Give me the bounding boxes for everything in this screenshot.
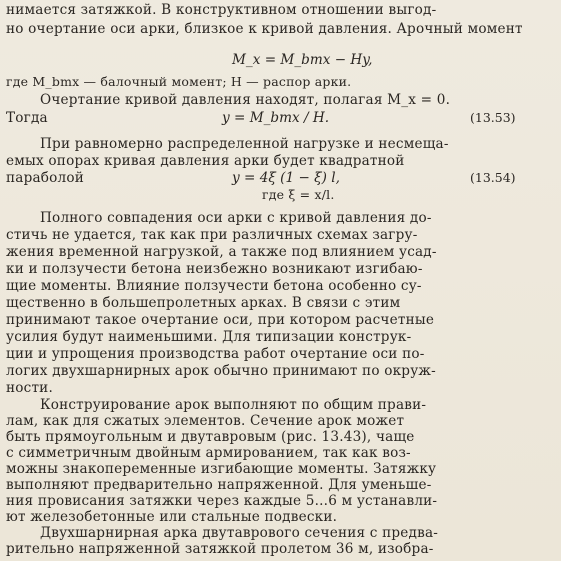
- text-line: ния провисания затяжки через каждые 5...6 м устанавли-: [6, 493, 438, 509]
- text-line: принимают такое очертание оси, при котором расчетные: [6, 312, 435, 328]
- text-line: емых опорах кривая давления арки будет квадратной: [6, 153, 405, 169]
- text-line: При равномерно распределенной нагрузке и несмеща-: [40, 136, 449, 152]
- formula-moment: M_x = M_bmx − Hy,: [232, 52, 373, 68]
- text-line: выполняют предварительно напряженной. Для уменьше-: [6, 477, 432, 493]
- text-line: ности.: [6, 380, 53, 396]
- text-line: можны знакопеременные изгибающие моменты. Затяжку: [6, 461, 437, 477]
- text-line: щественно в большепролетных арках. В связи с этим: [6, 295, 401, 311]
- text-line: ют железобетонные или стальные подвески.: [6, 509, 338, 525]
- text-line: с симметричным двойным армированием, так как воз-: [6, 445, 411, 461]
- equation-number: (13.53): [470, 110, 516, 125]
- text-line: Тогда: [6, 110, 48, 126]
- text-line: Полного совпадения оси арки с кривой давления до-: [40, 210, 432, 226]
- text-line: стичь не удается, так как при различных схемах загру-: [6, 227, 418, 243]
- formula-parabola: y = 4ξ (1 − ξ) l,: [232, 170, 340, 186]
- text-line: нимается затяжкой. В конструктивном отношении выгод-: [6, 2, 437, 18]
- text-line: параболой: [6, 170, 85, 186]
- text-line: Конструирование арок выполняют по общим прави-: [40, 397, 427, 413]
- text-line: лам, как для сжатых элементов. Сечение арок может: [6, 413, 405, 429]
- text-line: усилия будут наименьшими. Для типизации конструк-: [6, 329, 412, 345]
- text-line: где M_bmx — балочный момент; H — распор арки.: [6, 74, 352, 89]
- text-line: где ξ = x/l.: [262, 187, 335, 202]
- equation-number: (13.54): [470, 170, 516, 185]
- text-line: рительно напряженной затяжкой пролетом 36 м, изобра-: [6, 541, 434, 557]
- text-line: жения временной нагрузкой, а также под влиянием усад-: [6, 244, 437, 260]
- text-line: ции и упрощения производства работ очертание оси по-: [6, 346, 425, 362]
- text-line: щие моменты. Влияние ползучести бетона особенно су-: [6, 278, 422, 294]
- formula-pressure-curve: y = M_bmx / H.: [222, 110, 330, 126]
- text-line: ки и ползучести бетона неизбежно возникают изгибаю-: [6, 261, 423, 277]
- text-line: но очертание оси арки, близкое к кривой давления. Арочный момент: [6, 21, 523, 37]
- text-line: Очертание кривой давления находят, полагая M_x = 0.: [40, 92, 451, 108]
- text-line: быть прямоугольным и двутавровым (рис. 13.43), чаще: [6, 429, 415, 445]
- text-line: Двухшарнирная арка двутаврового сечения с предва-: [40, 525, 439, 541]
- text-line: логих двухшарнирных арок обычно принимают по окруж-: [6, 363, 436, 379]
